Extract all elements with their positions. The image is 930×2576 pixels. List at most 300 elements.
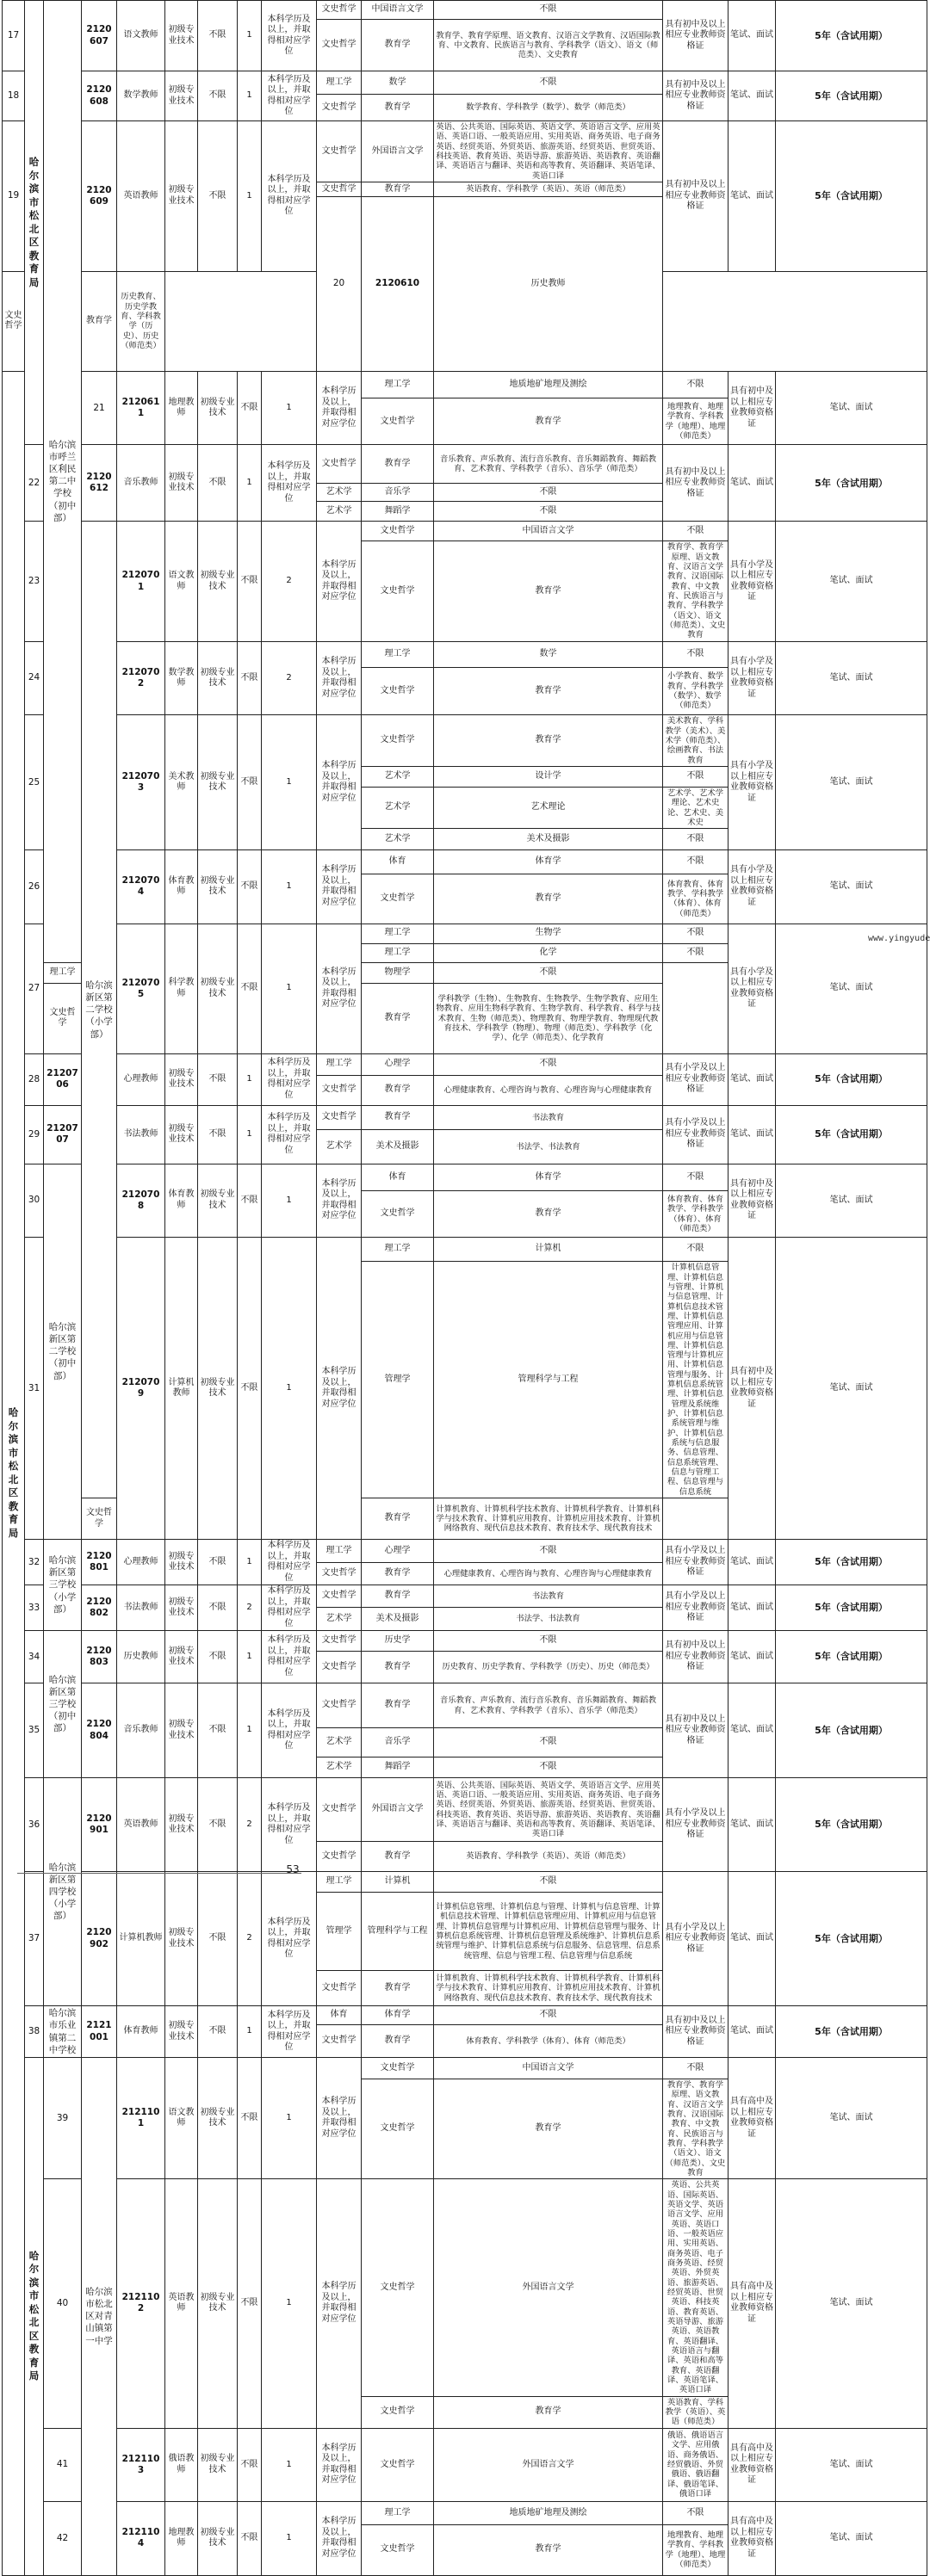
major-category: 美术及摄影 [362, 1129, 434, 1164]
major-category: 外国语言文学 [434, 2179, 663, 2396]
major-category: 教育学 [362, 1585, 434, 1607]
discipline: 理工学 [362, 1238, 434, 1262]
discipline: 文史哲学 [362, 541, 434, 641]
post-name: 体育教师 [117, 2006, 165, 2058]
major-detail: 美术教育、学科教学（美术）、美术学（师范类）、绘画教育、书法教育 [663, 715, 728, 767]
discipline: 文史哲学 [317, 1652, 362, 1683]
major-detail: 艺术学、艺术学理论、艺术史论、艺术史、美术史 [663, 787, 728, 828]
age-limit: 不限 [238, 2058, 262, 2179]
education-requirement: 本科学历及以上，并取得相对应学位 [317, 2502, 362, 2576]
major-detail: 英语教育、学科教学（英语）、英语（师范类） [434, 1842, 663, 1872]
discipline: 艺术学 [317, 502, 362, 522]
discipline: 文史哲学 [317, 1075, 362, 1105]
teacher-qualification: 具有初中及以上相应专业教师资格证 [728, 1164, 776, 1238]
major-category: 教育学 [362, 445, 434, 484]
education-requirement: 本科学历及以上，并取得相对应学位 [262, 1778, 317, 1872]
major-category: 心理学 [362, 1053, 434, 1075]
post-name: 英语教师 [165, 2179, 198, 2428]
major-detail: 书法教育 [434, 1585, 663, 1607]
seq-number: 20 [317, 196, 362, 371]
teacher-qualification: 具有初中及以上相应专业教师资格证 [663, 1631, 728, 1683]
major-detail: 英语、公共英语、国际英语、英语文学、英语语言文学、应用英语、英语口语、一般英语应用、实用英语、商务英语、电子商务英语、经贸英语、外贸英语、旅游英语、经贸英语、世贸英语、科技英语、教育英语、英语导游、旅游英语、英语教育、英语翻译、英语语言与翻译、英语和高等教育、英语翻译、英语笔译、英语口译 [434, 121, 663, 182]
major-category: 外国语言文学 [362, 1778, 434, 1842]
education-requirement: 本科学历及以上，并取得相对应学位 [317, 371, 362, 445]
major-category: 音乐学 [362, 1728, 434, 1757]
exam-method: 笔试、面试 [776, 1238, 927, 1540]
major-detail: 不限 [434, 1757, 663, 1778]
headcount: 1 [262, 850, 317, 924]
teacher-qualification: 具有初中及以上相应专业教师资格证 [663, 445, 728, 522]
major-category: 教育学 [362, 2025, 434, 2058]
post-name: 语文教师 [117, 1, 165, 71]
major-detail: 不限 [434, 71, 663, 95]
exam-method: 笔试、面试 [776, 924, 927, 1053]
headcount: 1 [238, 1105, 262, 1164]
post-code: 2120801 [82, 1540, 117, 1585]
post-name: 音乐教师 [117, 445, 165, 522]
major-detail: 不限 [663, 924, 728, 943]
major-detail: 小学教育、数学教育、学科教学（数学）、数学（师范类） [663, 667, 728, 715]
major-category: 外国语言文学 [362, 121, 434, 182]
table-row [3, 1053, 927, 1075]
major-detail: 不限 [434, 484, 663, 502]
major-category: 教育学 [362, 1971, 434, 2006]
post-level: 初级专业技术 [198, 1238, 238, 1540]
exam-method: 笔试、面试 [728, 1872, 776, 2006]
discipline: 文史哲学 [362, 715, 434, 767]
discipline: 体育 [362, 850, 434, 874]
service-term: 5年（含试用期） [776, 2006, 927, 2058]
post-name: 地理教师 [165, 2502, 198, 2576]
major-category: 设计学 [434, 766, 663, 787]
education-requirement: 本科学历及以上，并取得相对应学位 [317, 522, 362, 641]
discipline: 理工学 [44, 962, 82, 983]
page-number: 53 [286, 1863, 300, 1875]
headcount: 1 [262, 2058, 317, 2179]
table-row [3, 371, 927, 398]
age-limit: 不限 [238, 850, 262, 924]
discipline: 文史哲学 [317, 182, 362, 196]
discipline: 艺术学 [362, 787, 434, 828]
headcount: 1 [238, 121, 262, 272]
education-requirement: 本科学历及以上，并取得相对应学位 [262, 1872, 317, 2006]
discipline: 文史哲学 [3, 271, 25, 371]
major-category: 教育学 [434, 874, 663, 924]
education-requirement: 本科学历及以上，并取得相对应学位 [317, 924, 362, 1053]
service-term: 5年（含试用期） [776, 1585, 927, 1631]
major-category: 外国语言文学 [434, 2428, 663, 2502]
exam-method: 笔试、面试 [728, 1, 776, 71]
table-row [3, 1238, 927, 1262]
major-detail: 不限 [434, 2006, 663, 2025]
discipline: 文史哲学 [317, 20, 362, 71]
major-category: 美术及摄影 [362, 1607, 434, 1631]
teacher-qualification: 具有初中及以上相应专业教师资格证 [728, 1238, 776, 1540]
major-detail: 计算机教育、计算机科学技术教育、计算机科学教育、计算机科学与技术教育、计算机应用教育、计算机应用技术教育、计算机网络教育、现代信息技术教育、教育技术学、现代教育技术 [434, 1971, 663, 2006]
service-term: 5年（含试用期） [776, 71, 927, 121]
age-limit: 不限 [238, 2179, 262, 2428]
post-name: 英语教师 [117, 121, 165, 272]
post-name: 书法教师 [117, 1585, 165, 1631]
post-code: 2120608 [82, 71, 117, 121]
service-term: 5年（含试用期） [776, 121, 927, 272]
exam-method: 笔试、面试 [776, 2428, 927, 2502]
table-row [3, 2428, 927, 2502]
major-detail: 不限 [434, 502, 663, 522]
headcount: 1 [262, 371, 317, 445]
headcount: 1 [238, 1540, 262, 1585]
major-detail: 体育教育、体育教学、学科教学（体育）、体育（师范类） [663, 1191, 728, 1238]
seq-number: 28 [25, 1053, 44, 1105]
table-row [3, 1631, 927, 1652]
table-body [3, 1, 927, 2576]
table-row [3, 850, 927, 874]
discipline: 艺术学 [317, 1757, 362, 1778]
post-name: 计算机教师 [165, 1238, 198, 1540]
service-term: 5年（含试用期） [776, 1872, 927, 2006]
discipline: 理工学 [362, 2502, 434, 2525]
teacher-qualification: 具有小学及以上相应专业教师资格证 [663, 1778, 728, 1872]
education-requirement: 本科学历及以上，并取得相对应学位 [262, 445, 317, 522]
headcount: 1 [238, 1, 262, 71]
major-category: 教育学 [362, 1075, 434, 1105]
service-term: 5年（含试用期） [776, 445, 927, 522]
service-term: 5年（含试用期） [776, 1631, 927, 1683]
post-code: 2120902 [82, 1872, 117, 2006]
discipline: 理工学 [362, 641, 434, 667]
exam-method: 笔试、面试 [728, 1585, 776, 1631]
post-code: 2120704 [117, 850, 165, 924]
major-detail: 教育学、教育学原理、语文教育、汉语言文学教育、汉语国际教育、中文教育、民族语言与教育、学科教学（语文）、语文（师范类）、文史教育 [663, 2079, 728, 2179]
post-name: 历史教师 [117, 1631, 165, 1683]
post-level: 初级专业技术 [165, 1872, 198, 2006]
school-name: 哈尔滨市乐业镇第二中学校 [44, 2006, 82, 2058]
major-detail: 不限 [434, 1872, 663, 1893]
major-detail: 不限 [663, 829, 728, 850]
teacher-qualification: 具有初中及以上相应专业教师资格证 [663, 1, 728, 71]
major-detail: 书法学、书法教育 [434, 1607, 663, 1631]
exam-method: 笔试、面试 [776, 2179, 927, 2428]
major-category: 美术及摄影 [434, 829, 663, 850]
teacher-qualification: 具有初中及以上相应专业教师资格证 [728, 371, 776, 445]
discipline: 文史哲学 [362, 1191, 434, 1238]
exam-method: 笔试、面试 [728, 1540, 776, 1585]
headcount: 1 [238, 1053, 262, 1105]
age-limit: 不限 [198, 2006, 238, 2058]
age-limit: 不限 [238, 2428, 262, 2502]
seq-number: 21 [82, 371, 117, 445]
major-category: 中国语言文学 [434, 522, 663, 541]
post-level: 初级专业技术 [198, 641, 238, 715]
teacher-qualification: 具有初中及以上相应专业教师资格证 [663, 121, 728, 272]
major-category: 舞蹈学 [362, 502, 434, 522]
teacher-qualification: 具有小学及以上相应专业教师资格证 [663, 1585, 728, 1631]
age-limit: 不限 [198, 1540, 238, 1585]
table-row [3, 2502, 927, 2525]
school-name: 哈尔滨新区第四学校（小学部） [44, 1778, 82, 2006]
teacher-qualification: 具有小学及以上相应专业教师资格证 [728, 850, 776, 924]
major-detail: 不限 [663, 2502, 728, 2525]
education-requirement: 本科学历及以上，并取得相对应学位 [262, 1540, 317, 1585]
post-name: 科学教师 [165, 924, 198, 1053]
major-category: 教育学 [434, 667, 663, 715]
major-category: 教育学 [362, 1105, 434, 1129]
major-category: 教育学 [434, 541, 663, 641]
discipline: 文史哲学 [317, 1971, 362, 2006]
discipline: 文史哲学 [317, 121, 362, 182]
headcount: 1 [262, 924, 317, 1053]
discipline: 文史哲学 [362, 2079, 434, 2179]
exam-method: 笔试、面试 [728, 1105, 776, 1164]
service-term: 5年（含试用期） [776, 1053, 927, 1105]
post-level: 初级专业技术 [198, 2179, 238, 2428]
teacher-qualification: 具有初中及以上相应专业教师资格证 [663, 1683, 728, 1778]
post-name: 书法教师 [117, 1105, 165, 1164]
headcount: 1 [262, 1164, 317, 1238]
school-name: 哈尔滨新区第三学校（初中部） [44, 1631, 82, 1778]
major-detail: 不限 [663, 371, 728, 398]
age-limit: 不限 [238, 715, 262, 850]
major-category: 教育学 [434, 2524, 663, 2575]
headcount: 1 [262, 715, 317, 850]
seq-number: 30 [25, 1164, 44, 1238]
age-limit: 不限 [238, 924, 262, 1053]
major-category: 教育学 [434, 2079, 663, 2179]
post-code: 2121103 [117, 2428, 165, 2502]
department-name: 哈尔滨市松北区教育局 [25, 1, 44, 445]
age-limit: 不限 [198, 1, 238, 71]
major-category: 教育学 [434, 1191, 663, 1238]
seq-number: 23 [25, 522, 44, 641]
seq-number: 26 [25, 850, 44, 924]
table-row [3, 1, 927, 20]
discipline: 理工学 [317, 71, 362, 95]
discipline: 文史哲学 [317, 1585, 362, 1607]
discipline: 理工学 [362, 943, 434, 962]
headcount: 1 [262, 2179, 317, 2428]
discipline: 理工学 [362, 371, 434, 398]
major-category: 艺术理论 [434, 787, 663, 828]
table-row [3, 445, 927, 484]
discipline: 文史哲学 [317, 1, 362, 20]
table-row [3, 121, 927, 182]
exam-method: 笔试、面试 [728, 121, 776, 272]
footer-divider [17, 1873, 301, 1874]
discipline: 文史哲学 [362, 2524, 434, 2575]
post-level: 初级专业技术 [165, 1585, 198, 1631]
teacher-qualification: 具有小学及以上相应专业教师资格证 [728, 641, 776, 715]
table-row [3, 641, 927, 667]
major-category: 化学 [434, 943, 663, 962]
major-detail: 不限 [663, 2058, 728, 2079]
department-name: 哈尔滨市松北区教育局 [3, 371, 25, 2575]
school-name: 哈尔滨市松北区对青山镇第一中学 [82, 2058, 117, 2575]
major-category: 教育学 [362, 1498, 434, 1540]
seq-number: 34 [25, 1631, 44, 1683]
post-name: 地理教师 [165, 371, 198, 445]
post-level: 初级专业技术 [165, 2006, 198, 2058]
exam-method: 笔试、面试 [728, 1631, 776, 1683]
age-limit: 不限 [198, 1053, 238, 1105]
watermark: www.yingyude [868, 934, 930, 943]
post-name: 语文教师 [165, 2058, 198, 2179]
major-detail: 不限 [663, 522, 728, 541]
teacher-qualification: 具有高中及以上相应专业教师资格证 [728, 2428, 776, 2502]
discipline: 理工学 [317, 1872, 362, 1893]
post-level: 初级专业技术 [198, 850, 238, 924]
exam-method: 笔试、面试 [776, 2502, 927, 2576]
post-level: 初级专业技术 [165, 71, 198, 121]
age-limit: 不限 [238, 641, 262, 715]
exam-method: 笔试、面试 [776, 1164, 927, 1238]
table-row [3, 1683, 927, 1728]
discipline: 文史哲学 [317, 1631, 362, 1652]
discipline: 体育 [317, 2006, 362, 2025]
service-term: 5年（含试用期） [776, 1683, 927, 1778]
discipline: 文史哲学 [317, 95, 362, 121]
seq-number: 39 [44, 2058, 82, 2179]
discipline: 文史哲学 [362, 398, 434, 445]
post-code: 2121001 [82, 2006, 117, 2058]
post-code: 2120611 [117, 371, 165, 445]
exam-method: 笔试、面试 [728, 1778, 776, 1872]
discipline: 理工学 [362, 924, 434, 943]
post-code: 2120706 [44, 1053, 82, 1105]
major-detail: 不限 [663, 943, 728, 962]
school-name: 哈尔滨新区第二学校（小学部） [82, 522, 117, 1498]
post-code: 2121104 [117, 2502, 165, 2576]
education-requirement: 本科学历及以上，并取得相对应学位 [317, 715, 362, 850]
major-category: 教育学 [82, 271, 117, 371]
major-detail: 不限 [434, 1540, 663, 1563]
exam-method: 笔试、面试 [728, 71, 776, 121]
post-code: 2120709 [117, 1238, 165, 1540]
department-name: 哈尔滨市松北区教育局 [25, 2058, 44, 2575]
post-level: 初级专业技术 [165, 1683, 198, 1778]
age-limit: 不限 [198, 1585, 238, 1631]
recruitment-table [2, 0, 927, 2576]
post-name: 心理教师 [117, 1053, 165, 1105]
post-name: 体育教师 [165, 850, 198, 924]
discipline: 艺术学 [362, 766, 434, 787]
school-name: 哈尔滨新区第二学校（初中部） [44, 1164, 82, 1539]
age-limit: 不限 [198, 1631, 238, 1683]
seq-number: 33 [25, 1585, 44, 1631]
age-limit: 不限 [198, 71, 238, 121]
school-name: 哈尔滨市呼兰区利民第二中学校（初中部） [44, 1, 82, 963]
age-limit: 不限 [198, 1105, 238, 1164]
seq-number: 29 [25, 1105, 44, 1164]
headcount: 2 [238, 1778, 262, 1872]
major-category: 教育学 [362, 95, 434, 121]
major-category: 教育学 [362, 1563, 434, 1585]
post-level: 初级专业技术 [198, 2428, 238, 2502]
service-term: 5年（含试用期） [776, 1540, 927, 1585]
service-term: 5年（含试用期） [776, 1105, 927, 1164]
table-row [3, 715, 927, 767]
major-detail: 数学教育、学科教学（数学）、数学（师范类） [434, 95, 663, 121]
table-row [3, 522, 927, 541]
discipline: 艺术学 [317, 1728, 362, 1757]
education-requirement: 本科学历及以上，并取得相对应学位 [317, 1238, 362, 1540]
education-requirement: 本科学历及以上，并取得相对应学位 [317, 2428, 362, 2502]
education-requirement: 本科学历及以上，并取得相对应学位 [317, 641, 362, 715]
post-name: 数学教师 [117, 71, 165, 121]
exam-method: 笔试、面试 [728, 1683, 776, 1778]
seq-number: 41 [44, 2428, 82, 2502]
post-name: 英语教师 [117, 1778, 165, 1872]
post-code: 2120607 [82, 1, 117, 71]
major-detail: 体育教育、体育教学、学科教学（体育）、体育（师范类） [663, 874, 728, 924]
post-level: 初级专业技术 [198, 1164, 238, 1238]
seq-number: 37 [25, 1872, 44, 2006]
major-category: 历史学 [362, 1631, 434, 1652]
major-detail: 音乐教育、声乐教育、流行音乐教育、音乐舞蹈教育、舞蹈教育、艺术教育、学科教学（音乐）、音乐学（师范类） [434, 445, 663, 484]
table-row [3, 1164, 927, 1190]
headcount: 2 [262, 641, 317, 715]
exam-method: 笔试、面试 [776, 850, 927, 924]
discipline: 艺术学 [317, 1129, 362, 1164]
discipline: 文史哲学 [362, 2396, 434, 2428]
post-code: 2120901 [82, 1778, 117, 1872]
post-code: 2120708 [117, 1164, 165, 1238]
post-code: 2120802 [82, 1585, 117, 1631]
post-code: 2120610 [362, 196, 434, 371]
seq-number: 19 [3, 121, 25, 272]
major-category: 教育学 [434, 398, 663, 445]
major-category: 教育学 [362, 1842, 434, 1872]
post-level: 初级专业技术 [165, 1053, 198, 1105]
discipline: 文史哲学 [317, 1778, 362, 1842]
major-category: 教育学 [362, 1683, 434, 1728]
major-detail: 不限 [663, 1238, 728, 1262]
post-name: 心理教师 [117, 1540, 165, 1585]
post-level: 初级专业技术 [165, 1778, 198, 1872]
education-requirement: 本科学历及以上，并取得相对应学位 [262, 71, 317, 121]
age-limit: 不限 [198, 121, 238, 272]
post-level: 初级专业技术 [165, 1, 198, 71]
discipline: 文史哲学 [317, 1563, 362, 1585]
exam-method: 笔试、面试 [776, 715, 927, 850]
post-level: 初级专业技术 [198, 2058, 238, 2179]
seq-number: 31 [25, 1238, 44, 1540]
table-row [3, 2006, 927, 2025]
major-category: 教育学 [362, 20, 434, 71]
major-category: 教育学 [434, 2396, 663, 2428]
post-code: 2120703 [117, 715, 165, 850]
headcount: 2 [262, 522, 317, 641]
post-level: 初级专业技术 [198, 522, 238, 641]
post-code: 2120701 [117, 522, 165, 641]
post-level: 初级专业技术 [198, 2502, 238, 2576]
service-term: 5年（含试用期） [776, 1778, 927, 1872]
table-row [3, 1540, 927, 1563]
major-category: 教育学 [362, 182, 434, 196]
discipline: 管理学 [317, 1893, 362, 1971]
major-detail: 音乐教育、声乐教育、流行音乐教育、音乐舞蹈教育、舞蹈教育、艺术教育、学科教学（音乐）、音乐学（师范类） [434, 1683, 663, 1728]
post-code: 2120609 [82, 121, 117, 272]
education-requirement: 本科学历及以上，并取得相对应学位 [317, 1164, 362, 1238]
post-name: 数学教师 [165, 641, 198, 715]
major-category: 地质地矿地理及测绘 [434, 371, 663, 398]
age-limit: 不限 [238, 2502, 262, 2576]
seq-number: 25 [25, 715, 44, 850]
exam-method: 笔试、面试 [776, 522, 927, 641]
seq-number: 17 [3, 1, 25, 71]
major-detail: 不限 [434, 1728, 663, 1757]
seq-number: 22 [25, 445, 44, 522]
teacher-qualification: 具有小学及以上相应专业教师资格证 [663, 1053, 728, 1105]
